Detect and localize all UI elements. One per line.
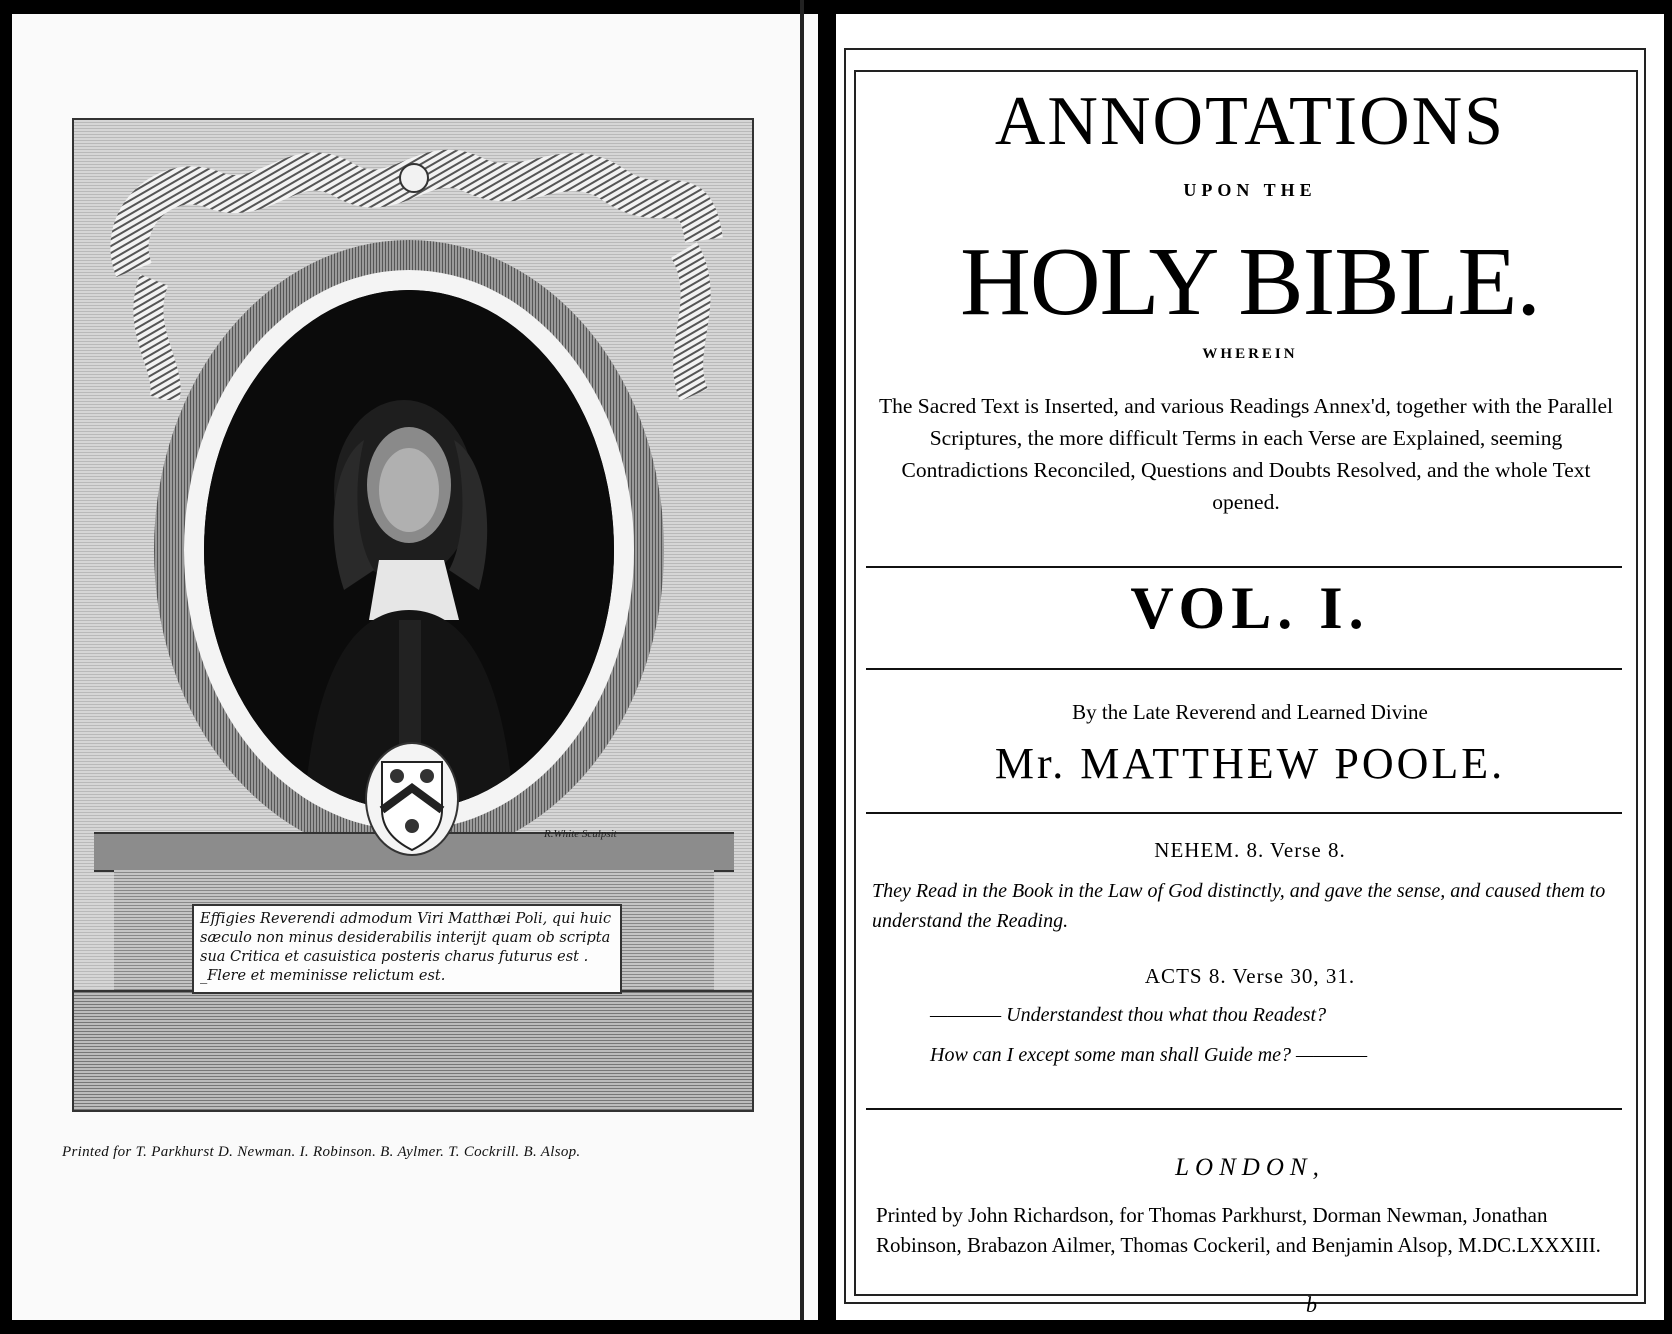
coat-of-arms-icon bbox=[364, 740, 460, 858]
scan-edge-top bbox=[0, 0, 1672, 14]
rule-divider bbox=[866, 668, 1622, 670]
acts-quote-line1: ———— Understandest thou what thou Readest? bbox=[930, 1004, 1327, 1026]
portrait-oval bbox=[204, 290, 614, 810]
title-holy-bible: HOLY BIBLE. bbox=[960, 228, 1540, 336]
page-gutter-edge bbox=[800, 0, 804, 1334]
rule-divider bbox=[866, 812, 1622, 814]
signature-mark: b bbox=[1306, 1292, 1317, 1317]
latin-inscription: Effigies Reverendi admodum Viri Matthæi Poli, qui huic sæculo non minus desiderabilis interijt quam ob scripta sua Critica et casuistica posteris charus futurus est . _Flere et meminisse relictum est. bbox=[192, 904, 622, 994]
acts-reference: ACTS 8. Verse 30, 31. bbox=[1144, 964, 1356, 988]
author-name: Mr. MATTHEW POOLE. bbox=[994, 739, 1506, 788]
wherein-label: WHEREIN bbox=[1202, 346, 1298, 362]
scan-edge-bottom bbox=[0, 1320, 1672, 1334]
scan-edge-right bbox=[1664, 0, 1672, 1334]
book-gutter bbox=[818, 0, 836, 1334]
title-description: The Sacred Text is Inserted, and various Readings Annex'd, together with the Parallel Scriptures, the more difficult Terms in each Verse are Explained, seeming Contradictions Reconciled, Questions and Doubts Resolved, and the whole Text opened. bbox=[879, 394, 1613, 514]
imprint-place: LONDON, bbox=[1175, 1154, 1325, 1181]
pedestal-base bbox=[74, 990, 754, 1112]
title-page bbox=[836, 14, 1664, 1320]
rule-divider bbox=[866, 566, 1622, 568]
volume-label: VOL. I. bbox=[1130, 575, 1370, 641]
portrait-of-matthew-poole bbox=[204, 290, 614, 810]
imprint-printers: Printed by John Richardson, for Thomas Parkhurst, Dorman Newman, Jonathan Robinson, Brabazon Ailmer, Thomas Cockeril, and Benjamin Alsop, M.DC.LXXXIII. bbox=[876, 1203, 1601, 1257]
frontispiece-imprint: Printed for T. Parkhurst D. Newman. I. Robinson. B. Aylmer. T. Cockrill. B. Alsop. bbox=[62, 1144, 581, 1160]
scan-edge-left bbox=[0, 0, 12, 1334]
nehemiah-reference: NEHEM. 8. Verse 8. bbox=[1154, 838, 1346, 862]
author-byline: By the Late Reverend and Learned Divine bbox=[1072, 700, 1428, 724]
engraved-plate bbox=[72, 118, 754, 1112]
acts-quote-line2: How can I except some man shall Guide me? ———— bbox=[930, 1044, 1368, 1066]
frontispiece-page bbox=[12, 14, 818, 1320]
title-annotations: ANNOTATIONS bbox=[994, 83, 1506, 160]
engraver-signature: R.White Sculpsit bbox=[544, 828, 617, 840]
nehemiah-quote: They Read in the Book in the Law of God distinctly, and gave the sense, and caused them to understand the Reading. bbox=[872, 880, 1606, 932]
rule-divider bbox=[866, 1108, 1622, 1110]
title-upon-the: UPON THE bbox=[1183, 180, 1317, 200]
